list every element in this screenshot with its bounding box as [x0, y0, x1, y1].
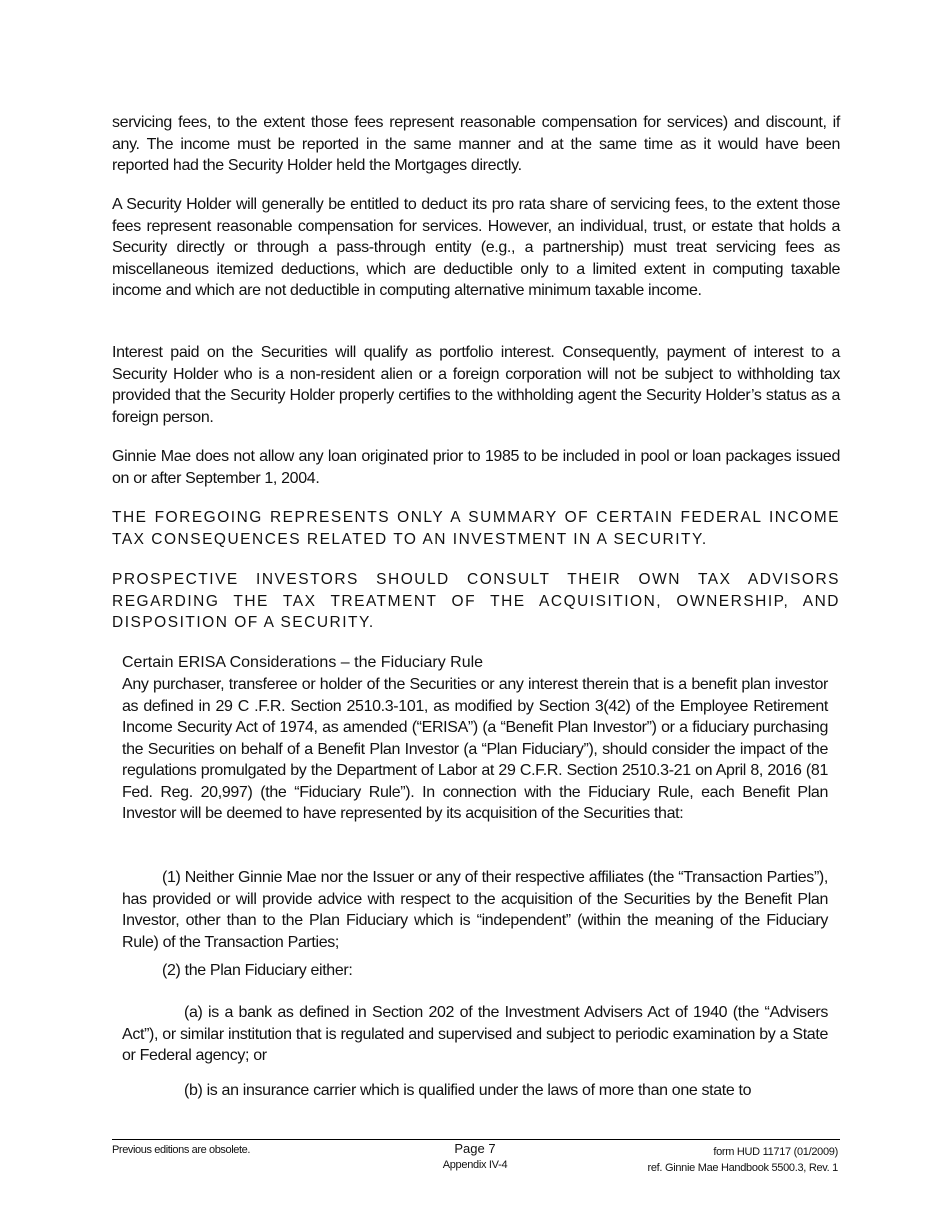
footer-page-info: [415, 1141, 535, 1173]
paragraph-portfolio-interest: Interest paid on the Securities will qualify as portfolio interest. Consequently, payment of interest to a Security Holder who is a non-resident alien or a foreign corporation will not be subject to withholding tax provided that the Security Holder properly certifies to the withholding agent the Security Holder’s status as a foreign person.: [112, 344, 840, 426]
erisa-item-2b: (b) is an insurance carrier which is qualified under the laws of more than one state to: [184, 1082, 752, 1099]
erisa-item-2: (2) the Plan Fiduciary either:: [162, 962, 353, 979]
erisa-intro-paragraph: Any purchaser, transferee or holder of the Securities or any interest therein that is a benefit plan investor as defined in 29 C .F.R. Section 2510.3-101, as modified by Section 3(42) of the Employee Retirement Income Security Act of 1974, as amended (“ERISA”) (a “Benefit Plan Investor”) or a fiduciary purchasing the Securities on behalf of a Benefit Plan Investor (a “Plan Fiduciary”), should consider the impact of the regulations promulgated by the Department of Labor at 29 C.F.R. Section 2510.3-21 on April 8, 2016 (81 Fed. Reg. 20,997) (the “Fiduciary Rule”). In connection with the Fiduciary Rule, each Benefit Plan Investor will be deemed to have represented by its acquisition of the Securities that:: [122, 676, 828, 822]
handbook-reference: ref. Ginnie Mae Handbook 5500.3, Rev. 1: [647, 1162, 838, 1174]
paragraph-loan-origination: Ginnie Mae does not allow any loan originated prior to 1985 to be included in pool or loan packages issued on or after September 1, 2004.: [112, 448, 840, 487]
footer-obsolete-note: Previous editions are obsolete.: [112, 1144, 251, 1156]
footer-divider: [112, 1139, 840, 1140]
paragraph-income-reporting: servicing fees, to the extent those fees represent reasonable compensation for services) and discount, if any. The income must be reported in the same manner and at the same time as it would have been reported had the Security Holder held the Mortgages directly.: [112, 114, 840, 174]
paragraph-servicing-fees: A Security Holder will generally be entitled to deduct its pro rata share of servicing fees, to the extent those fees represent reasonable compensation for services. However, an individual, trust, or estate that holds a Security directly or through a pass-through entity (e.g., a partnership) must treat servicing fees as miscellaneous itemized deductions, which are deductible only to a limited extent in computing taxable income and which are not deductible in computing alternative minimum taxable income.: [112, 196, 840, 299]
erisa-item-1: (1) Neither Ginnie Mae nor the Issuer or any of their respective affiliates (the “Transaction Parties”), has provided or will provide advice with respect to the acquisition of the Securities by the Benefit Plan Investor, other than to the Plan Fiduciary which is “independent” (within the meaning of the Fiduciary Rule) of the Transaction Parties;: [122, 869, 828, 951]
caps-summary-notice: THE FOREGOING REPRESENTS ONLY A SUMMARY OF CERTAIN FEDERAL INCOME TAX CONSEQUENCES RELATED TO AN INVESTMENT IN A SECURITY.: [112, 509, 840, 548]
page-number: Page 7: [454, 1141, 496, 1156]
erisa-section-heading: Certain ERISA Considerations – the Fiduciary Rule: [122, 654, 484, 671]
erisa-item-2a: (a) is a bank as defined in Section 202 of the Investment Advisers Act of 1940 (the “Advisers Act”), or similar institution that is regulated and supervised and subject to periodic examination by a State or Federal agency; or: [122, 1004, 828, 1064]
footer-form-info: [648, 1144, 839, 1176]
appendix-label: Appendix IV-4: [442, 1159, 508, 1171]
caps-consult-advisors-notice: PROSPECTIVE INVESTORS SHOULD CONSULT THEIR OWN TAX ADVISORS REGARDING THE TAX TREATMENT OF THE ACQUISITION, OWNERSHIP, AND DISPOSITION OF A SECURITY.: [112, 571, 840, 631]
form-number: form HUD 11717 (01/2009): [713, 1146, 838, 1158]
